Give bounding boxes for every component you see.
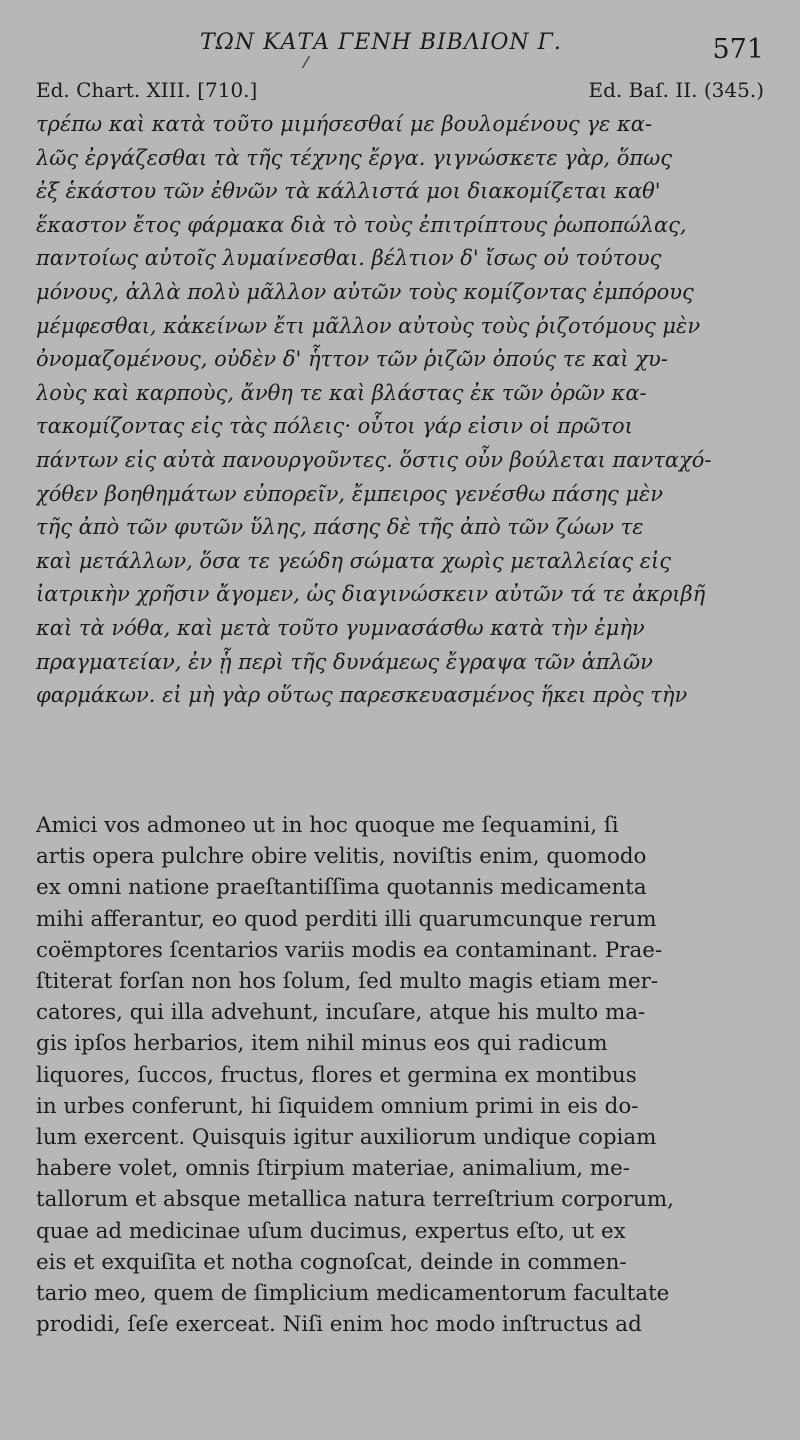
latin-line: liquores, ſuccos, fructus, flores et germina ex montibus <box>36 1062 637 1088</box>
latin-line: catores, qui illa advehunt, incuſare, atque his multo ma- <box>36 1000 646 1026</box>
latin-line: tario meo, quem de ſimplicium medicamentorum facultate <box>36 1281 670 1307</box>
latin-line: eis et exquiſita et notha cognoſcat, deinde in commen- <box>36 1249 627 1275</box>
latin-text-block <box>36 810 771 1340</box>
greek-line: ἕκαστον ἔτος φάρμακα διὰ τὸ τοὺς ἐπιτρίπτους ῥωποπώλας, <box>36 212 687 237</box>
greek-line: χόθεν βοηθημάτων εὐπορεῖν, ἔμπειρος γενέσθω πάσης μὲν <box>36 481 664 506</box>
latin-line: ſtiterat forſan non hos ſolum, ſed multo magis etiam mer- <box>36 969 659 995</box>
greek-text-block <box>36 108 766 713</box>
edition-reference-right: Ed. Baſ. II. (345.) <box>588 78 764 102</box>
latin-line: artis opera pulchre obire velitis, noviſtis enim, quomodo <box>36 844 647 870</box>
greek-line: πάντων εἰς αὐτὰ πανουργοῦντες. ὅστις οὖν βούλεται πανταχό- <box>36 447 712 472</box>
greek-line: ὀνομαζομένους, οὐδὲν δ' ἧττον τῶν ῥιζῶν ὀπούς τε καὶ χυ- <box>36 347 668 372</box>
greek-line: παντοίως αὐτοῖς λυμαίνεσθαι. βέλτιον δ' ἴσως οὐ τούτους <box>36 246 662 271</box>
latin-line: quae ad medicinae uſum ducimus, expertus eſto, ut ex <box>36 1218 626 1244</box>
latin-line: ex omni natione praeſtantiſſima quotannis medicamenta <box>36 875 647 901</box>
greek-line: καὶ μετάλλων, ὅσα τε γεώδη σώματα χωρὶς μεταλλείας εἰς <box>36 548 672 573</box>
greek-line: λῶς ἐργάζεσθαι τὰ τῆς τέχνης ἔργα. γιγνώσκετε γὰρ, ὅπως <box>36 145 673 170</box>
greek-line: λοὺς καὶ καρποὺς, ἄνθη τε καὶ βλάστας ἐκ τῶν ὀρῶν κα- <box>36 380 647 405</box>
latin-line: coëmptores ſcentarios variis modis ea contaminant. Prae- <box>36 937 663 963</box>
greek-line: καὶ τὰ νόθα, καὶ μετὰ τοῦτο γυμνασάσθω κατὰ τὴν ἐμὴν <box>36 615 645 640</box>
greek-line: τρέπω καὶ κατὰ τοῦτο μιμήσεσθαί με βουλομένους γε κα- <box>36 112 653 136</box>
running-head: ΤΩΝ ΚΑΤΑ ΓΕΝΗ ΒΙΒΛΙΟΝ Γ. <box>200 30 562 55</box>
greek-line: μόνους, ἀλλὰ πολὺ μᾶλλον αὐτῶν τοὺς κομίζοντας ἐμπόρους <box>36 279 694 304</box>
greek-line: ἐξ ἑκάστου τῶν ἐθνῶν τὰ κάλλιστά μοι διακομίζεται καθ' <box>36 179 661 204</box>
greek-line: φαρμάκων. εἰ μὴ γὰρ οὕτως παρεσκευασμένος ἥκει πρὸς τὴν <box>36 683 688 708</box>
greek-line: τῆς ἀπὸ τῶν φυτῶν ὕλης, πάσης δὲ τῆς ἀπὸ τῶν ζώων τε <box>36 515 644 540</box>
latin-line: prodidi, ſeſe exerceat. Niſi enim hoc modo inſtructus ad <box>36 1312 642 1338</box>
greek-line: μέμφεσθαι, κἀκείνων ἔτι μᾶλλον αὐτοὺς τοὺς ῥιζοτόμους μὲν <box>36 313 701 338</box>
greek-line: πραγματείαν, ἐν ᾗ περὶ τῆς δυνάμεως ἔγραψα τῶν ἁπλῶν <box>36 649 653 674</box>
latin-line: lum exercent. Quisquis igitur auxiliorum undique copiam <box>36 1125 657 1151</box>
page-number: 571 <box>712 34 764 65</box>
latin-line: gis ipſos herbarios, item nihil minus eos qui radicum <box>36 1031 608 1057</box>
latin-line: Amici vos admoneo ut in hoc quoque me ſequamini, ſi <box>36 813 619 838</box>
latin-line: in urbes conferunt, hi ſiquidem omnium primi in eis do- <box>36 1093 639 1119</box>
latin-line: tallorum et absque metallica natura terreſtrium corporum, <box>36 1187 674 1213</box>
latin-line: mihi afferantur, eo quod perditi illi quarumcunque rerum <box>36 906 657 932</box>
latin-line: habere volet, omnis ſtirpium materiae, animalium, me- <box>36 1156 631 1182</box>
edition-reference-left: Ed. Chart. XIII. [710.] <box>36 78 258 102</box>
greek-line: ἰατρικὴν χρῆσιν ἄγομεν, ὡς διαγινώσκειν αὐτῶν τά τε ἀκριβῆ <box>36 582 706 607</box>
greek-line: τακομίζοντας εἰς τὰς πόλεις· οὗτοι γάρ εἰσιν οἱ πρῶτοι <box>36 414 633 439</box>
print-mark <box>302 56 321 68</box>
